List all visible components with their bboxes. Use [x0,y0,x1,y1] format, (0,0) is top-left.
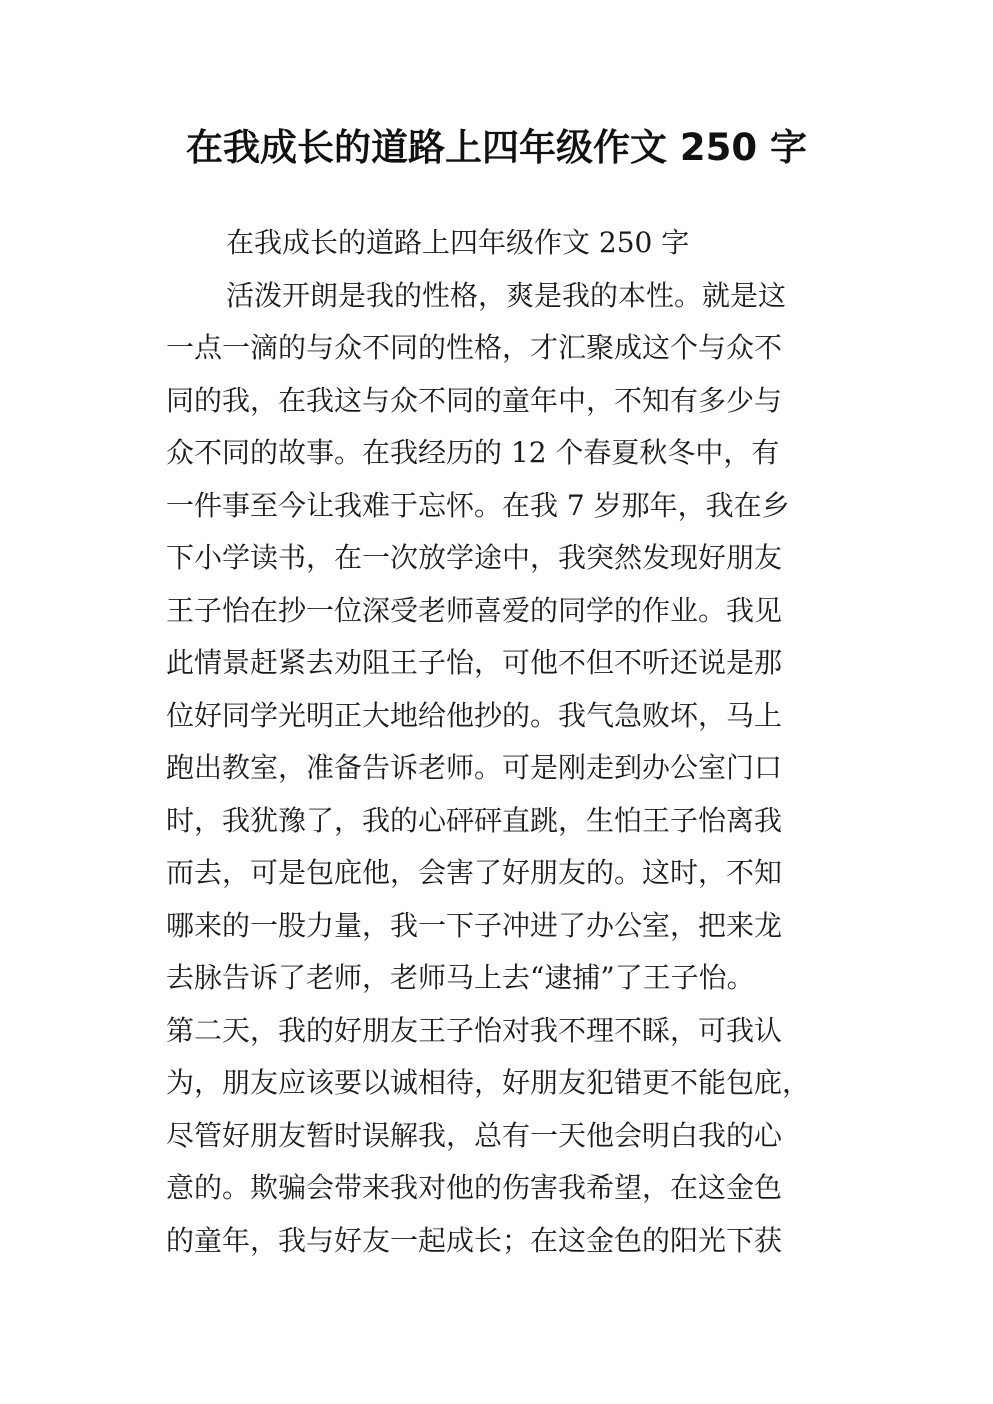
body-line: 去脉告诉了老师，老师马上去“逮捕”了王子怡。 [166,961,755,994]
body-line: 时，我犹豫了，我的心砰砰直跳，生怕王子怡离我 [166,803,783,837]
body-line: 第二天，我的好朋友王子怡对我不理不睬，可我认 [166,1013,783,1047]
body-line: 一件事至今让我难于忘怀。在我 7 岁那年，我在乡 [166,488,790,522]
body-line-subtitle: 在我成长的道路上四年级作文 250 字 [226,226,690,259]
body-line: 下小学读书，在一次放学途中，我突然发现好朋友 [166,541,783,574]
document-body [166,217,836,1267]
body-line: 意的。欺骗会带来我对他的伤害我希望，在这金色 [166,1171,783,1204]
body-line: 位好同学光明正大地给他抄的。我气急败坏，马上 [166,698,783,732]
body-line: 活泼开朗是我的性格，爽是我的本性。就是这 [226,278,787,312]
body-line: 而去，可是包庇他，会害了好朋友的。这时，不知 [166,856,783,889]
body-line: 跑出教室，准备告诉老师。可是刚走到办公室门口 [166,751,783,784]
body-line: 尽管好朋友暂时误解我，总有一天他会明白我的心 [166,1118,783,1152]
document-title: 在我成长的道路上四年级作文 250 字 [186,126,807,169]
body-line: 众不同的故事。在我经历的 12 个春夏秋冬中，有 [166,436,780,469]
body-line: 同的我，在我这与众不同的童年中，不知有多少与 [166,383,783,417]
body-line: 此情景赶紧去劝阻王子怡，可他不但不听还说是那 [166,646,783,679]
body-line: 王子怡在抄一位深受老师喜爱的同学的作业。我见 [166,593,783,627]
body-line: 为，朋友应该要以诚相待，好朋友犯错更不能包庇， [166,1066,811,1099]
body-line: 的童年，我与好友一起成长；在这金色的阳光下获 [166,1223,783,1257]
body-line: 一点一滴的与众不同的性格，才汇聚成这个与众不 [166,331,783,364]
body-line: 哪来的一股力量，我一下子冲进了办公室，把来龙 [166,908,783,942]
